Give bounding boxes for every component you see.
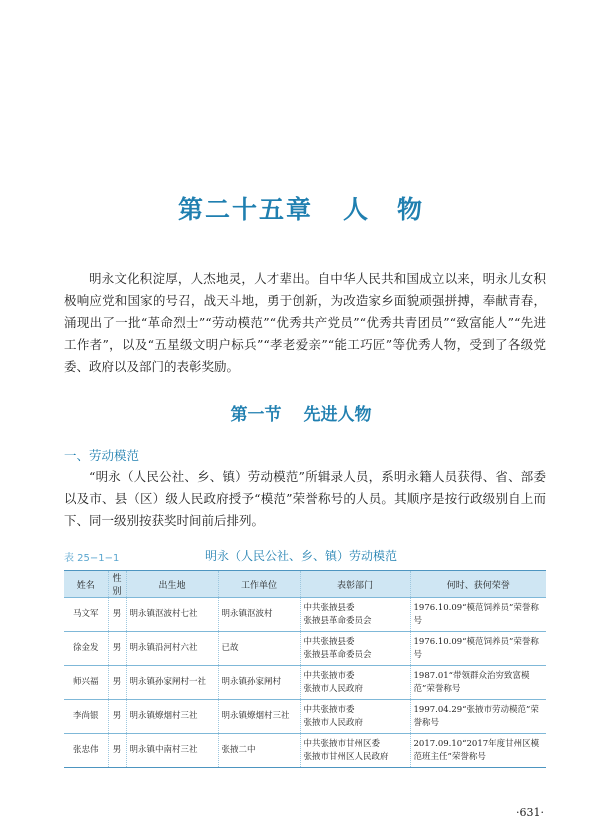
page-number: ·631·: [516, 806, 544, 819]
cell-birthplace: 明永镇燎烟村三社: [126, 700, 218, 734]
cell-honor: 1976.10.09“模范饲养员”荣誉称号: [410, 632, 546, 666]
header-gender: 性别: [108, 571, 126, 598]
table-label: 表 25−1−1: [64, 553, 120, 564]
header-birthplace: 出生地: [126, 571, 218, 598]
cell-department: 中共张掖市甘州区委 张掖市甘州区人民政府: [300, 734, 410, 768]
table-row: [64, 598, 546, 632]
chapter-title: [0, 190, 602, 226]
cell-name: 李尚银: [64, 700, 108, 734]
cell-department: 中共张掖县委 张掖县革命委员会: [300, 632, 410, 666]
cell-birthplace: 明永镇中南村三社: [126, 734, 218, 768]
cell-birthplace: 明永镇沿河村六社: [126, 632, 218, 666]
cell-birthplace: 明永镇沤波村七社: [126, 598, 218, 632]
cell-workplace: 明永镇孙家闸村: [218, 666, 300, 700]
cell-name: 马文军: [64, 598, 108, 632]
chapter-name: 人 物: [343, 195, 425, 224]
table-title: 明永（人民公社、乡、镇）劳动模范: [204, 549, 397, 563]
section-label: 第一节: [230, 405, 282, 425]
cell-birthplace: 明永镇孙家闸村一社: [126, 666, 218, 700]
cell-name: 张忠伟: [64, 734, 108, 768]
header-honor: 何时、获何荣誉: [410, 571, 546, 598]
subsection-heading: 一、劳动模范: [64, 448, 140, 463]
cell-gender: 男: [108, 734, 126, 768]
cell-gender: 男: [108, 632, 126, 666]
body-paragraph: “明永（人民公社、乡、镇）劳动模范”所辑录人员，系明永籍人员获得、省、部委以及市、县（区）级人民政府授予“模范”荣誉称号的人员。其顺序是按行政级别自上而下、同一级别按获奖时间前后排列。: [64, 469, 546, 528]
cell-honor: 1976.10.09“模范饲养员”荣誉称号: [410, 598, 546, 632]
cell-workplace: 明永镇沤波村: [218, 598, 300, 632]
cell-department: 中共张掖市委 张掖市人民政府: [300, 700, 410, 734]
intro-paragraph: 明永文化积淀厚，人杰地灵，人才辈出。自中华人民共和国成立以来，明永儿女积极响应党和国家的号召，战天斗地，勇于创新，为改造家乡面貌顽强拼搏，奉献青春，涌现出了一批“革命烈士”“劳动模范”“优秀共产党员”“优秀共青团员”“致富能人”“先进工作者”，以及“五星级文明户标兵”“孝老爱亲”“能工巧匠”等优秀人物，受到了各级党委、政府以及部门的表彰奖励。: [64, 271, 546, 374]
awards-table: [64, 570, 546, 768]
header-name: 姓名: [64, 571, 108, 598]
cell-honor: 1987.01“带领群众治穷致富模范”荣誉称号: [410, 666, 546, 700]
table-row: [64, 700, 546, 734]
header-department: 表彰部门: [300, 571, 410, 598]
table-header-row: [64, 571, 546, 598]
header-workplace: 工作单位: [218, 571, 300, 598]
cell-workplace: 已故: [218, 632, 300, 666]
cell-name: 师兴福: [64, 666, 108, 700]
cell-department: 中共张掖县委 张掖县革命委员会: [300, 598, 410, 632]
cell-workplace: 张掖二中: [218, 734, 300, 768]
section-title: [0, 400, 602, 425]
cell-department: 中共张掖市委 张掖市人民政府: [300, 666, 410, 700]
chapter-label: 第二十五章: [177, 195, 313, 224]
table-row: [64, 632, 546, 666]
cell-honor: 2017.09.10“2017年度甘州区模范班主任”荣誉称号: [410, 734, 546, 768]
cell-workplace: 明永镇燎烟村三社: [218, 700, 300, 734]
cell-gender: 男: [108, 598, 126, 632]
section-name: 先进人物: [303, 405, 372, 425]
table-row: [64, 734, 546, 768]
cell-gender: 男: [108, 666, 126, 700]
table-row: [64, 666, 546, 700]
cell-gender: 男: [108, 700, 126, 734]
cell-name: 徐金发: [64, 632, 108, 666]
cell-honor: 1997.04.29“张掖市劳动模范”荣誉称号: [410, 700, 546, 734]
